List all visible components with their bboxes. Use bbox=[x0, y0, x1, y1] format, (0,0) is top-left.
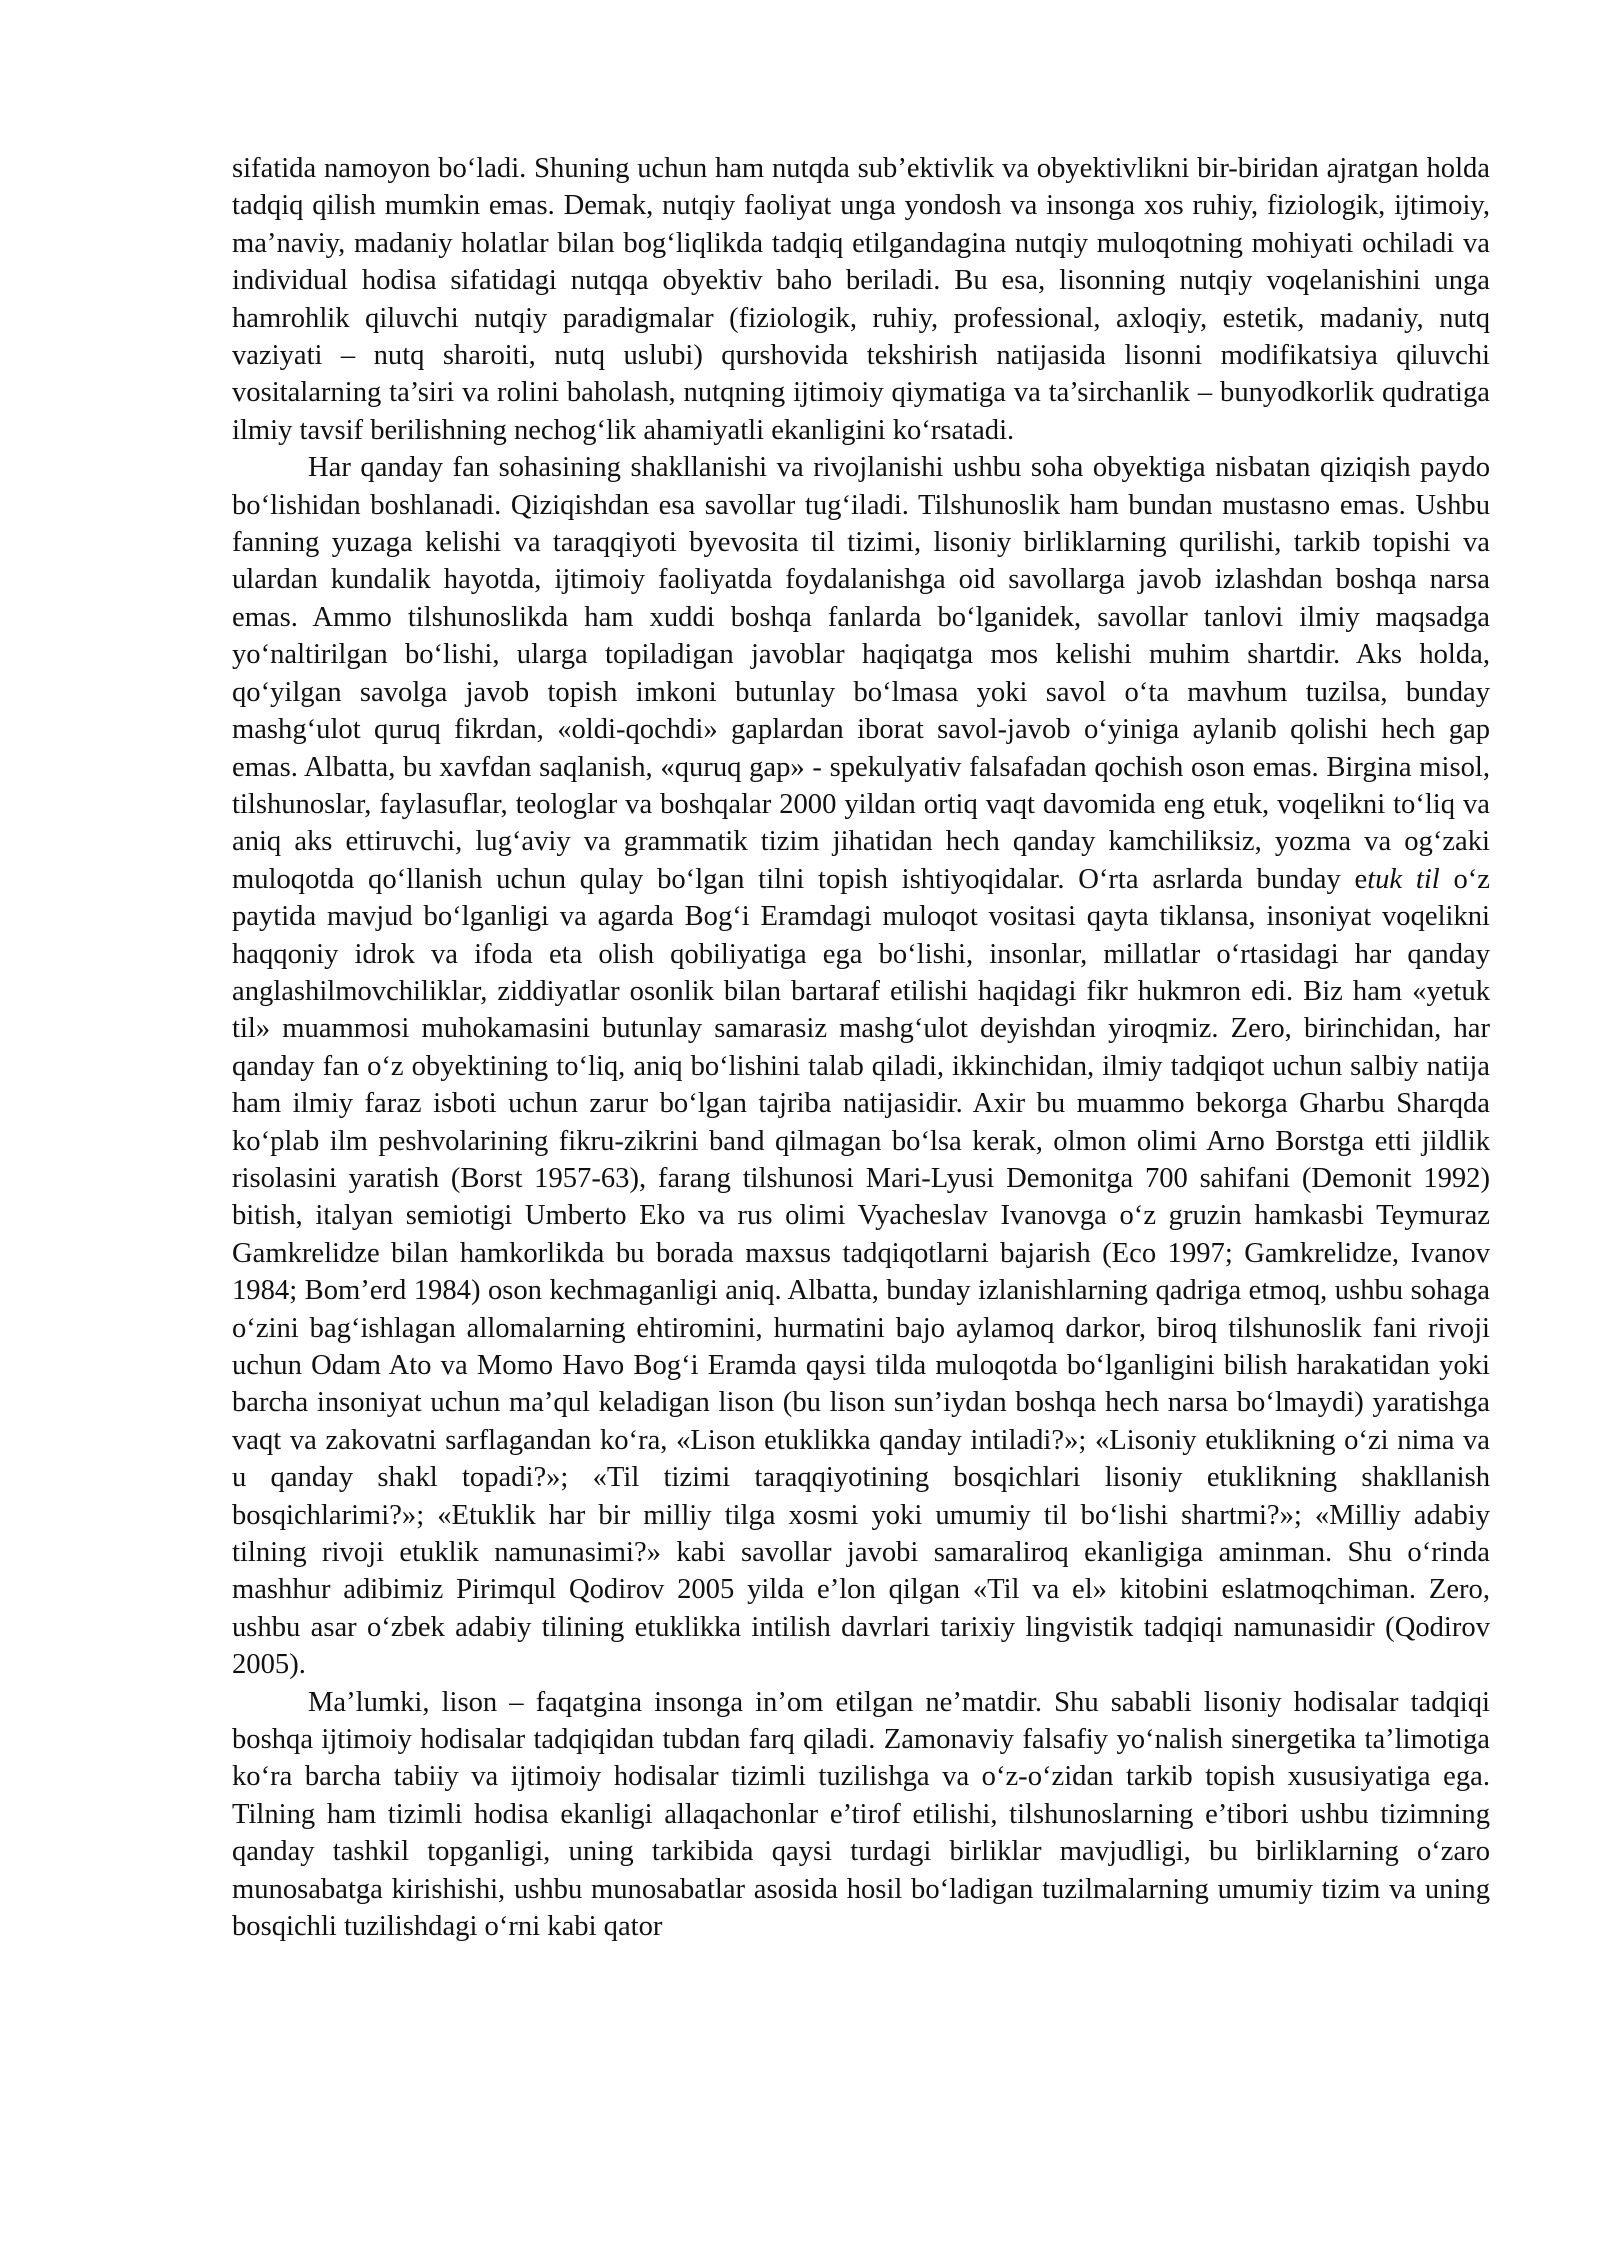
paragraph-3: Ma’lumki, lison – faqatgina insonga in’om etilgan ne’matdir. Shu sababli lisoniy hodisalar tadqiqi boshqa ijtimoiy hodisalar tadqiqidan tubdan farq qiladi. Zamonaviy falsafiy yo‘nalish sinergetika ta’limotiga ko‘ra barcha tabiiy va ijtimoiy hodisalar tizimli tuzilishga va o‘z-o‘zidan tarkib topish xususiyatiga ega. Tilning ham tizimli hodisa ekanligi allaqachonlar e’tirof etilishi, tilshunoslarning e’tibori ushbu tizimning qanday tashkil topganligi, uning tarkibida qaysi turdagi birliklar mavjudligi, bu birliklarning o‘zaro munosabatga kirishishi, ushbu munosabatlar asosida hosil bo‘ladigan tuzilmalarning umumiy tizim va uning bosqichli tuzilishdagi o‘rni kabi qator bbox=[232, 1686, 1490, 1943]
document-page bbox=[232, 150, 1490, 1946]
paragraph-1: sifatida namoyon bo‘ladi. Shuning uchun ham nutqda sub’ektivlik va obyektivlikni bir-biridan ajratgan holda tadqiq qilish mumkin emas. Demak, nutqiy faoliyat unga yondosh va insonga xos ruhiy, fiziologik, ijtimoiy, ma’naviy, madaniy holatlar bilan bog‘liqlikda tadqiq etilgandagina nutqiy muloqotning mohiyati ochiladi va individual hodisa sifatidagi nutqqa obyektiv baho beriladi. Bu esa, lisonning nutqiy voqelanishini unga hamrohlik qiluvchi nutqiy paradigmalar (fiziologik, ruhiy, professional, axloqiy, estetik, madaniy, nutq vaziyati – nutq sharoiti, nutq uslubi) qurshovida tekshirish natijasida lisonni modifikatsiya qiluvchi vositalarning ta’siri va rolini baholash, nutqning ijtimoiy qiymatiga va ta’sirchanlik – bunyodkorlik qudratiga ilmiy tavsif berilishning nechog‘lik ahamiyatli ekanligini ko‘rsatadi. bbox=[232, 153, 1490, 446]
paragraph-2-part-b: o‘z paytida mavjud bo‘lganligi va agarda Bog‘i Eramdagi muloqot vositasi qayta tiklansa, insoniyat voqelikni haqqoniy idrok va ifoda eta olish qobiliyatiga ega bo‘lishi, insonlar, millatlar o‘rtasidagi har qanday anglashilmovchiliklar, ziddiyatlar osonlik bilan bartaraf etilishi haqidagi fikr hukmron edi. Biz ham «yetuk til» muammosi muhokamasini butunlay samarasiz mashg‘ulot deyishdan yiroqmiz. Zero, birinchidan, har qanday fan o‘z obyektining to‘liq, aniq bo‘lishini talab qiladi, ikkinchidan, ilmiy tadqiqot uchun salbiy natija ham ilmiy faraz isboti uchun zarur bo‘lgan tajriba natijasidir. Axir bu muammo bekorga Gharbu Sharqda ko‘plab ilm peshvolarining fikru-zikrini band qilmagan bo‘lsa kerak, olmon olimi Arno Borstga etti jildlik risolasini yaratish (Borst 1957-63), farang tilshunosi Mari-Lyusi Demonitga 700 sahifani (Demonit 1992) bitish, italyan semiotigi Umberto Eko va rus olimi Vyacheslav Ivanovga o‘z gruzin hamkasbi Teymuraz Gamkrelidze bilan hamkorlikda bu borada maxsus tadqiqotlarni bajarish (Eco 1997; Gamkrelidze, Ivanov 1984; Bom’erd 1984) oson kechmaganligi aniq. Albatta, bunday izlanishlarning qadriga etmoq, ushbu sohaga o‘zini bag‘ishlagan allomalarning ehtiromini, hurmatini bajo aylamoq darkor, biroq tilshunoslik fani rivoji uchun Odam Ato va Momo Havo Bog‘i Eramda qaysi tilda muloqotda bo‘lganligini bilish harakatidan yoki barcha insoniyat uchun ma’qul keladigan lison (bu lison sun’iydan boshqa hech narsa bo‘lmaydi) yaratishga vaqt va zakovatni sarflagandan ko‘ra, «Lison etuklikka qanday intiladi?»; «Lisoniy etuklikning o‘zi nima va u qanday shakl topadi?»; «Til tizimi taraqqiyotining bosqichlari lisoniy etuklikning shakllanish bosqichlarimi?»; «Etuklik har bir milliy tilga xosmi yoki umumiy til bo‘lishi shartmi?»; «Milliy adabiy tilning rivoji etuklik namunasimi?» kabi savollar javobi samaraliroq ekanligiga aminman. Shu o‘rinda mashhur adibimiz Pirimqul Qodirov 2005 yilda e’lon qilgan «Til va el» kitobini eslatmoqchiman. Zero, ushbu asar o‘zbek adabiy tilining etuklikka intilish davrlari tarixiy lingvistik tadqiqi namunasidir (Qodirov 2005). bbox=[232, 863, 1490, 1681]
paragraph-2-part-a: Har qanday fan sohasining shakllanishi va rivojlanishi ushbu soha obyektiga nisbatan qiziqish paydo bo‘lishidan boshlanadi. Qiziqishdan esa savollar tug‘iladi. Tilshunoslik ham bundan mustasno emas. Ushbu fanning yuzaga kelishi va taraqqiyoti byevosita til tizimi, lisoniy birliklarning qurilishi, tarkib topishi va ulardan kundalik hayotda, ijtimoiy faoliyatda foydalanishga oid savollarga javob izlashdan boshqa narsa emas. Ammo tilshunoslikda ham xuddi boshqa fanlarda bo‘lganidek, savollar tanlovi ilmiy maqsadga yo‘naltirilgan bo‘lishi, ularga topiladigan javoblar haqiqatga mos kelishi muhim shartdir. Aks holda, qo‘yilgan savolga javob topish imkoni butunlay bo‘lmasa yoki savol o‘ta mavhum tuzilsa, bunday mashg‘ulot quruq fikrdan, «oldi-qochdi» gaplardan iborat savol-javob o‘yiniga aylanib qolishi hech gap emas. Albatta, bu xavfdan saqlanish, «quruq gap» - spekulyativ falsafadan qochish oson emas. Birgina misol, tilshunoslar, faylasuflar, teologlar va boshqalar 2000 yildan ortiq vaqt davomida eng etuk, voqelikni to‘liq va aniq aks ettiruvchi, lug‘aviy va grammatik tizim jihatidan hech qanday kamchiliksiz, yozma va og‘zaki muloqotda qo‘llanish uchun qulay bo‘lgan tilni topish ishtiyoqidalar. O‘rta asrlarda bunday e bbox=[232, 452, 1490, 895]
paragraph-2-italic-term: tuk til bbox=[1367, 863, 1440, 895]
paragraph-2 bbox=[232, 449, 1490, 1683]
